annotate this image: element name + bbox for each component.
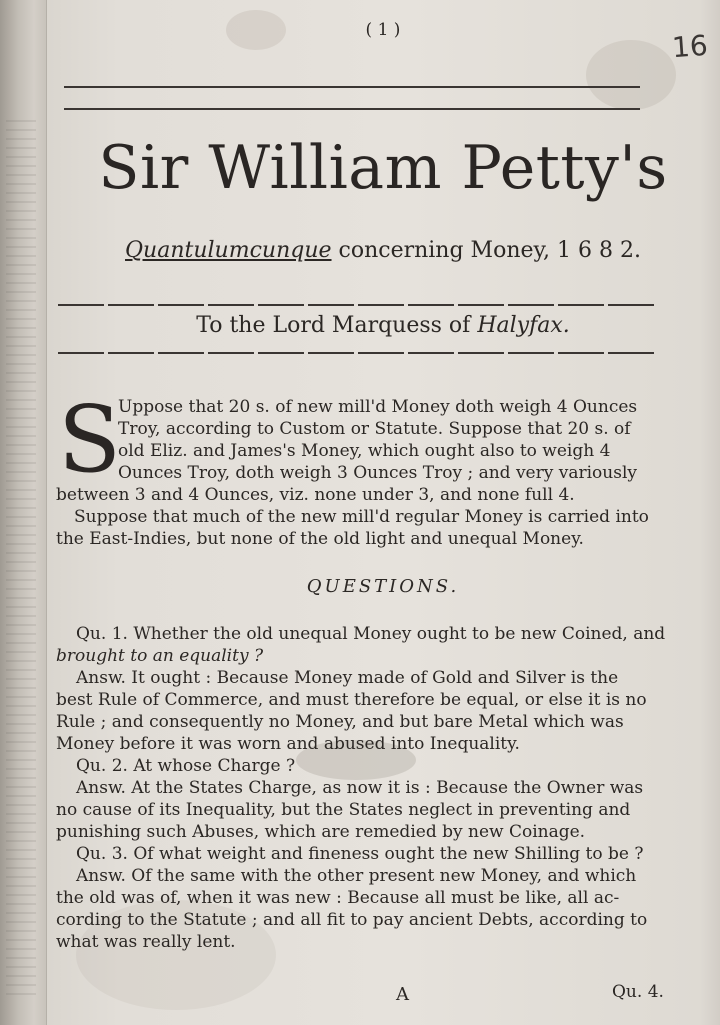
- subtitle-rest: concerning Money, 1 6 8 2.: [331, 238, 641, 263]
- qa-line: Money before it was worn and abused into Inequality.: [56, 734, 520, 754]
- paragraph-line: Uppose that 20 s. of new mill'd Money doth weigh 4 Ounces: [118, 397, 638, 417]
- paragraph-line: old Eliz. and James's Money, which ought also to weigh 4: [118, 441, 611, 461]
- dedication-prefix: To the Lord Marquess of: [196, 313, 478, 338]
- signature-mark: A: [396, 984, 409, 1005]
- dedication-italic: Halyfax.: [477, 313, 570, 338]
- book-page: [46, 0, 720, 1025]
- qa-line: Answ. At the States Charge, as now it is : Because the Owner was: [76, 778, 644, 798]
- facing-page-edge: [6, 120, 36, 1000]
- paper-stain: [586, 40, 676, 110]
- qa-line: brought to an equality ?: [56, 646, 264, 666]
- qa-line: Answ. It ought : Because Money made of Gold and Silver is the: [76, 668, 619, 688]
- subtitle-italic: Quantulumcunque: [125, 238, 332, 263]
- paragraph-line: Troy, according to Custom or Statute. Suppose that 20 s. of: [118, 419, 631, 439]
- catchword: Qu. 4.: [612, 982, 664, 1002]
- qa-line: punishing such Abuses, which are remedied by new Coinage.: [56, 822, 586, 842]
- header-rule: [64, 108, 640, 110]
- header-rule: [64, 86, 640, 88]
- paragraph-line: between 3 and 4 Ounces, viz. none under 3, and none full 4.: [56, 485, 575, 505]
- qa-line: best Rule of Commerce, and must therefore be equal, or else it is no: [56, 690, 647, 710]
- paragraph-line: Ounces Troy, doth weigh 3 Ounces Troy ; and very variously: [118, 463, 638, 483]
- qa-line: the old was of, when it was new : Because all must be like, all ac-: [56, 888, 620, 908]
- handwritten-folio-number: 16: [671, 28, 710, 65]
- subtitle: [46, 240, 720, 262]
- book-spine: [0, 0, 47, 1025]
- paragraph-line: Suppose that much of the new mill'd regular Money is carried into: [74, 507, 649, 527]
- page-title: Sir William Petty's: [98, 133, 668, 203]
- qa-line: what was really lent.: [56, 932, 236, 952]
- qa-line: no cause of its Inequality, but the States neglect in preventing and: [56, 800, 631, 820]
- dashed-rule: [58, 304, 658, 306]
- qa-line: Rule ; and consequently no Money, and but bare Metal which was: [56, 712, 624, 732]
- qa-line: Qu. 1. Whether the old unequal Money ought to be new Coined, and: [76, 624, 666, 644]
- qa-line: Qu. 3. Of what weight and fineness ought the new Shilling to be ?: [76, 844, 644, 864]
- qa-line: Answ. Of the same with the other present new Money, and which: [76, 866, 637, 886]
- paragraph-line: the East-Indies, but none of the old light and unequal Money.: [56, 529, 584, 549]
- drop-cap: S: [58, 386, 122, 493]
- dedication: [46, 315, 720, 337]
- qa-line: cording to the Statute ; and all fit to pay ancient Debts, according to: [56, 910, 648, 930]
- questions-heading: QUESTIONS.: [306, 576, 460, 597]
- page-number: ( 1 ): [365, 20, 401, 40]
- dashed-rule: [58, 352, 658, 354]
- qa-line: Qu. 2. At whose Charge ?: [76, 756, 296, 776]
